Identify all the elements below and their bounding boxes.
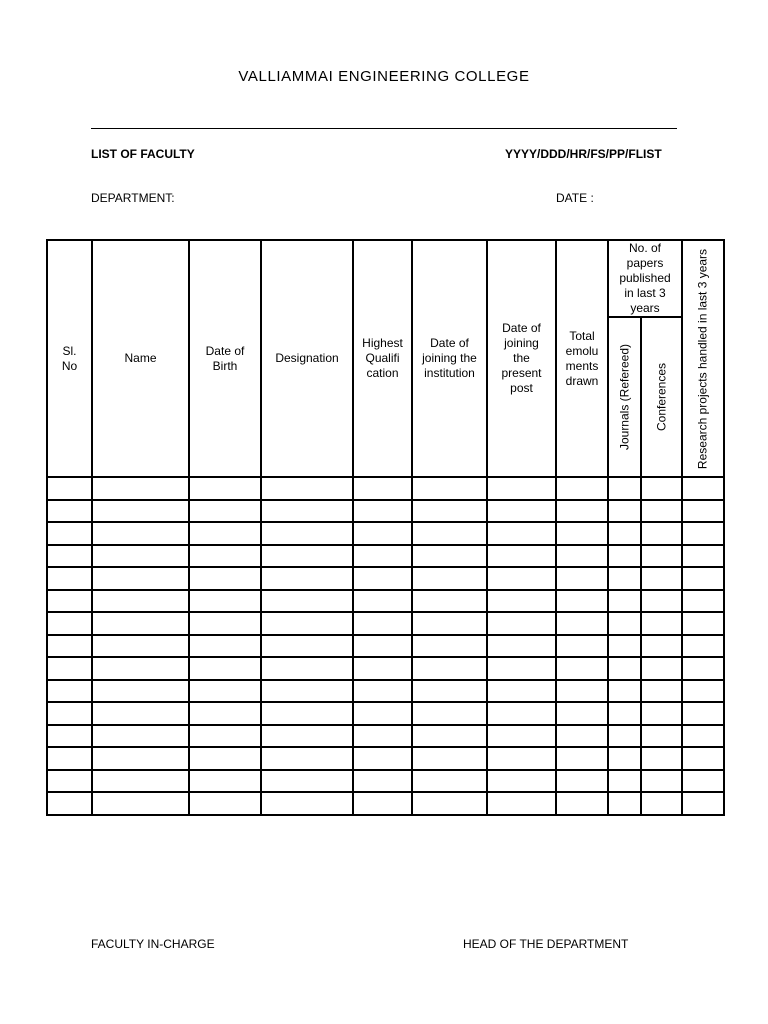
table-cell[interactable]: [487, 657, 556, 680]
table-cell[interactable]: [608, 567, 641, 590]
table-cell[interactable]: [92, 680, 189, 703]
table-cell[interactable]: [261, 590, 353, 613]
table-cell[interactable]: [641, 702, 682, 725]
table-cell[interactable]: [189, 725, 261, 748]
hod-signature: HEAD OF THE DEPARTMENT: [463, 937, 629, 951]
table-cell[interactable]: [353, 590, 412, 613]
table-cell[interactable]: [47, 545, 92, 568]
table-cell[interactable]: [353, 545, 412, 568]
table-cell[interactable]: [641, 477, 682, 500]
table-cell[interactable]: [261, 477, 353, 500]
table-cell[interactable]: [189, 680, 261, 703]
table-cell[interactable]: [556, 725, 608, 748]
table-cell[interactable]: [641, 657, 682, 680]
table-cell[interactable]: [92, 792, 189, 815]
table-cell[interactable]: [412, 500, 487, 523]
table-cell[interactable]: [641, 545, 682, 568]
faculty-table: [46, 239, 725, 816]
table-cell[interactable]: [412, 545, 487, 568]
table-cell[interactable]: [261, 657, 353, 680]
header-qualification: [353, 240, 412, 477]
header-joining-institution: [412, 240, 487, 477]
table-cell[interactable]: [92, 725, 189, 748]
table-cell[interactable]: [92, 545, 189, 568]
table-row: [47, 545, 724, 568]
table-cell[interactable]: [641, 747, 682, 770]
table-cell[interactable]: [353, 477, 412, 500]
header-sl-no: [47, 240, 92, 477]
table-cell[interactable]: [189, 522, 261, 545]
table-cell[interactable]: [47, 477, 92, 500]
table-cell[interactable]: [682, 725, 724, 748]
table-cell[interactable]: [412, 635, 487, 658]
table-cell[interactable]: [608, 590, 641, 613]
table-cell[interactable]: [556, 522, 608, 545]
table-cell[interactable]: [608, 770, 641, 793]
table-row: [47, 590, 724, 613]
table-cell[interactable]: [641, 792, 682, 815]
header-emoluments: [556, 240, 608, 477]
header-joining-institution-text: Date of joining the institution: [422, 336, 477, 380]
table-cell[interactable]: [47, 590, 92, 613]
table-cell[interactable]: [487, 747, 556, 770]
table-cell[interactable]: [412, 590, 487, 613]
table-cell[interactable]: [608, 477, 641, 500]
table-cell[interactable]: [261, 567, 353, 590]
table-cell[interactable]: [682, 500, 724, 523]
table-cell[interactable]: [682, 612, 724, 635]
table-cell[interactable]: [353, 680, 412, 703]
table-row: [47, 702, 724, 725]
table-cell[interactable]: [261, 500, 353, 523]
college-title: VALLIAMMAI ENGINEERING COLLEGE: [238, 68, 530, 85]
table-cell[interactable]: [608, 522, 641, 545]
table-cell[interactable]: [189, 477, 261, 500]
table-cell[interactable]: [92, 590, 189, 613]
table-cell[interactable]: [412, 657, 487, 680]
table-cell[interactable]: [189, 612, 261, 635]
table-cell[interactable]: [487, 500, 556, 523]
table-cell[interactable]: [682, 792, 724, 815]
header-emoluments-text: Total emolu ments drawn: [565, 328, 599, 388]
table-cell[interactable]: [353, 567, 412, 590]
table-row: [47, 567, 724, 590]
header-journals: [608, 317, 641, 477]
table-cell[interactable]: [556, 590, 608, 613]
header-joining-post: [487, 240, 556, 477]
table-cell[interactable]: [682, 567, 724, 590]
table-cell[interactable]: [92, 612, 189, 635]
table-cell[interactable]: [92, 702, 189, 725]
header-research-text: Research projects handled in last 3 years: [695, 248, 710, 469]
table-cell[interactable]: [261, 792, 353, 815]
department-label: DEPARTMENT:: [91, 191, 175, 205]
table-cell[interactable]: [353, 657, 412, 680]
table-cell[interactable]: [189, 702, 261, 725]
table-cell[interactable]: [189, 567, 261, 590]
table-cell[interactable]: [189, 590, 261, 613]
table-cell[interactable]: [412, 567, 487, 590]
header-conferences: [641, 317, 682, 477]
table-cell[interactable]: [261, 747, 353, 770]
table-cell[interactable]: [556, 477, 608, 500]
table-cell[interactable]: [682, 770, 724, 793]
table-cell[interactable]: [487, 635, 556, 658]
table-cell[interactable]: [556, 770, 608, 793]
document-code: YYYY/DDD/HR/FS/PP/FLIST: [505, 147, 662, 161]
table-cell[interactable]: [556, 545, 608, 568]
table-cell[interactable]: [556, 500, 608, 523]
table-cell[interactable]: [189, 747, 261, 770]
table-cell[interactable]: [261, 612, 353, 635]
table-cell[interactable]: [189, 770, 261, 793]
table-cell[interactable]: [682, 477, 724, 500]
table-cell[interactable]: [682, 522, 724, 545]
table-cell[interactable]: [92, 567, 189, 590]
table-cell[interactable]: [47, 702, 92, 725]
table-cell[interactable]: [353, 702, 412, 725]
table-cell[interactable]: [189, 657, 261, 680]
table-cell[interactable]: [353, 522, 412, 545]
table-cell[interactable]: [47, 747, 92, 770]
table-cell[interactable]: [487, 770, 556, 793]
table-cell[interactable]: [412, 522, 487, 545]
table-cell[interactable]: [608, 635, 641, 658]
table-row: [47, 792, 724, 815]
table-cell[interactable]: [261, 522, 353, 545]
table-row: [47, 680, 724, 703]
table-cell[interactable]: [92, 747, 189, 770]
table-cell[interactable]: [556, 635, 608, 658]
header-designation: Designation: [261, 240, 353, 477]
table-cell[interactable]: [412, 770, 487, 793]
table-cell[interactable]: [47, 657, 92, 680]
table-cell[interactable]: [682, 590, 724, 613]
table-cell[interactable]: [47, 612, 92, 635]
table-row: [47, 770, 724, 793]
table-cell[interactable]: [641, 612, 682, 635]
table-cell[interactable]: [556, 792, 608, 815]
table-cell[interactable]: [261, 702, 353, 725]
table-cell[interactable]: [608, 702, 641, 725]
table-cell[interactable]: [92, 500, 189, 523]
table-cell[interactable]: [556, 567, 608, 590]
table-cell[interactable]: [189, 635, 261, 658]
table-cell[interactable]: [92, 770, 189, 793]
table-cell[interactable]: [487, 725, 556, 748]
table-cell[interactable]: [189, 545, 261, 568]
table-cell[interactable]: [487, 567, 556, 590]
header-qualification-text: Highest Qualifi cation: [362, 336, 403, 380]
table-cell[interactable]: [353, 725, 412, 748]
table-cell[interactable]: [641, 770, 682, 793]
table-cell[interactable]: [556, 702, 608, 725]
header-conferences-text: Conferences: [654, 362, 668, 432]
table-cell[interactable]: [608, 612, 641, 635]
table-cell[interactable]: [47, 500, 92, 523]
table-cell[interactable]: [47, 770, 92, 793]
header-dob-text: Date of Birth: [205, 343, 245, 373]
header-joining-post-text: Date of joining the present post: [501, 321, 542, 395]
table-cell[interactable]: [641, 522, 682, 545]
table-cell[interactable]: [682, 702, 724, 725]
table-cell[interactable]: [487, 545, 556, 568]
header-papers-group: [608, 240, 682, 317]
table-cell[interactable]: [92, 657, 189, 680]
table-cell[interactable]: [47, 567, 92, 590]
table-cell[interactable]: [189, 792, 261, 815]
table-cell[interactable]: [412, 477, 487, 500]
table-cell[interactable]: [47, 635, 92, 658]
table-cell[interactable]: [47, 680, 92, 703]
table-cell[interactable]: [47, 792, 92, 815]
table-cell[interactable]: [487, 702, 556, 725]
table-cell[interactable]: [608, 792, 641, 815]
table-cell[interactable]: [189, 500, 261, 523]
header-sl-no-text: Sl. No: [61, 343, 78, 373]
table-cell[interactable]: [682, 680, 724, 703]
table-cell[interactable]: [487, 612, 556, 635]
table-cell[interactable]: [353, 747, 412, 770]
table-cell[interactable]: [412, 747, 487, 770]
table-cell[interactable]: [641, 567, 682, 590]
table-cell[interactable]: [556, 747, 608, 770]
table-row: [47, 612, 724, 635]
table-cell[interactable]: [487, 522, 556, 545]
table-cell[interactable]: [487, 477, 556, 500]
table-cell[interactable]: [641, 590, 682, 613]
table-row: [47, 477, 724, 500]
header-research: [682, 240, 724, 477]
table-cell[interactable]: [92, 522, 189, 545]
table-cell[interactable]: [353, 500, 412, 523]
table-cell[interactable]: [608, 747, 641, 770]
faculty-incharge-signature: FACULTY IN-CHARGE: [91, 937, 215, 951]
table-cell[interactable]: [353, 770, 412, 793]
table-cell[interactable]: [487, 680, 556, 703]
table-cell[interactable]: [353, 612, 412, 635]
table-cell[interactable]: [261, 545, 353, 568]
header-papers-group-text: No. of papers published in last 3 years: [619, 241, 671, 315]
table-cell[interactable]: [412, 702, 487, 725]
table-cell[interactable]: [682, 545, 724, 568]
table-row: [47, 635, 724, 658]
table-cell[interactable]: [261, 635, 353, 658]
table-row: [47, 725, 724, 748]
table-cell[interactable]: [641, 725, 682, 748]
table-row: [47, 522, 724, 545]
table-cell[interactable]: [641, 635, 682, 658]
table-cell[interactable]: [641, 680, 682, 703]
table-cell[interactable]: [412, 792, 487, 815]
table-row: [47, 657, 724, 680]
table-cell[interactable]: [412, 612, 487, 635]
table-cell[interactable]: [608, 657, 641, 680]
table-cell[interactable]: [682, 657, 724, 680]
table-cell[interactable]: [556, 680, 608, 703]
table-cell[interactable]: [556, 657, 608, 680]
header-dob: [189, 240, 261, 477]
header-name: Name: [92, 240, 189, 477]
table-cell[interactable]: [353, 792, 412, 815]
table-cell[interactable]: [641, 500, 682, 523]
table-row: [47, 747, 724, 770]
table-cell[interactable]: [412, 725, 487, 748]
table-cell[interactable]: [608, 680, 641, 703]
header-rule: [91, 128, 677, 129]
table-cell[interactable]: [92, 477, 189, 500]
table-cell[interactable]: [261, 680, 353, 703]
table-cell[interactable]: [682, 635, 724, 658]
table-cell[interactable]: [353, 635, 412, 658]
table-cell[interactable]: [487, 792, 556, 815]
table-row: [47, 500, 724, 523]
table-cell[interactable]: [47, 522, 92, 545]
date-label: DATE :: [556, 191, 594, 205]
list-of-faculty-label: LIST OF FACULTY: [91, 147, 195, 161]
table-cell[interactable]: [47, 725, 92, 748]
table-cell[interactable]: [608, 725, 641, 748]
table-cell[interactable]: [412, 680, 487, 703]
table-cell[interactable]: [556, 612, 608, 635]
table-cell[interactable]: [608, 500, 641, 523]
table-cell[interactable]: [487, 590, 556, 613]
table-cell[interactable]: [261, 725, 353, 748]
table-cell[interactable]: [682, 747, 724, 770]
table-cell[interactable]: [92, 635, 189, 658]
table-cell[interactable]: [608, 545, 641, 568]
table-cell[interactable]: [261, 770, 353, 793]
header-journals-text: Journals (Refereed): [617, 343, 631, 451]
